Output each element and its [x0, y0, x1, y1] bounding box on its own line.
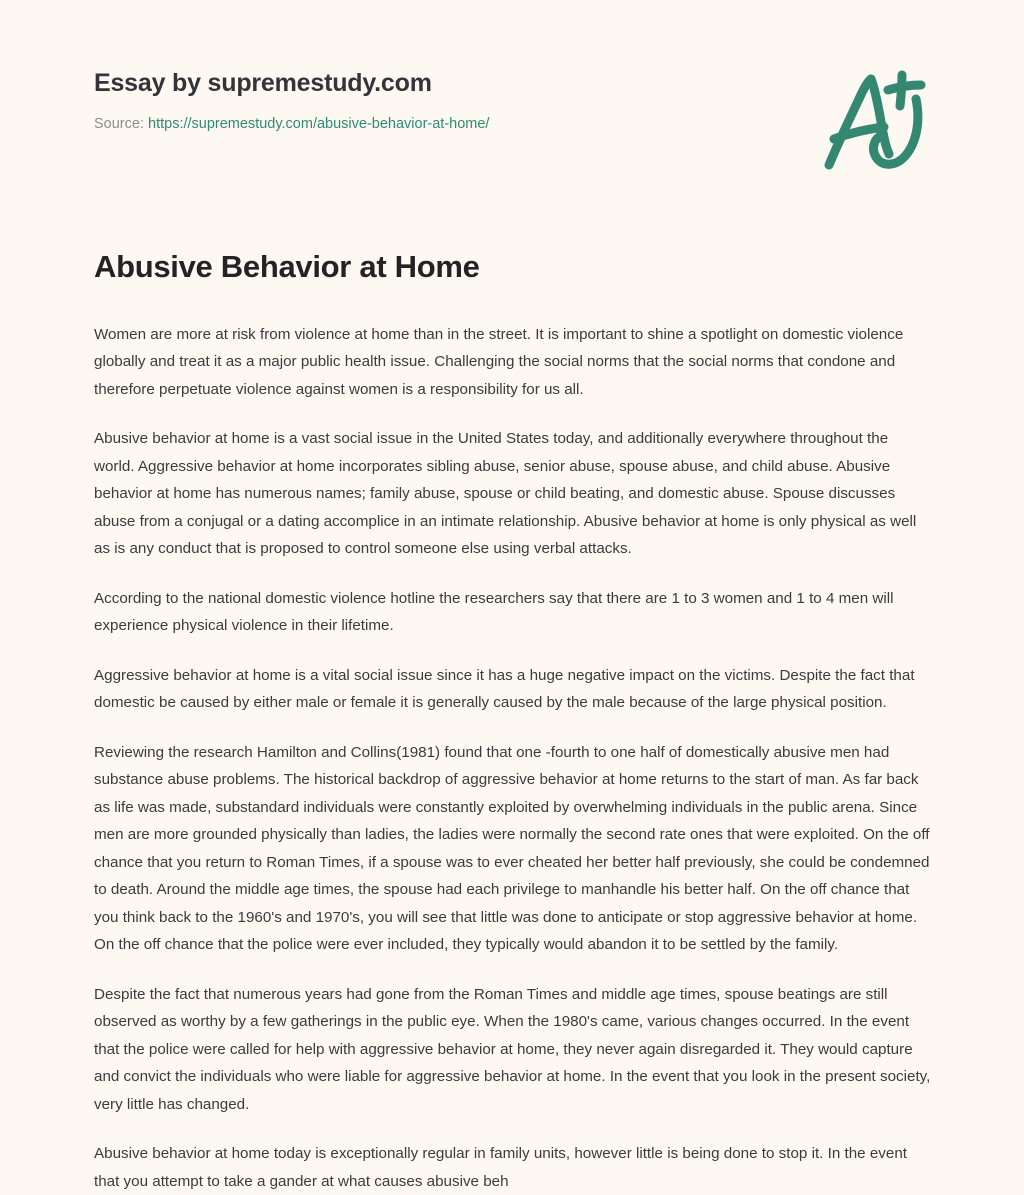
source-label: Source: [94, 116, 144, 132]
brand-title: Essay by supremestudy.com [94, 69, 432, 97]
paragraph: Abusive behavior at home today is exceptionally regular in family units, however little is being done to stop it. In the event that you attempt to take a gander at what causes abusive beh [94, 1145, 907, 1190]
article [94, 248, 932, 1195]
page-header [0, 0, 1024, 200]
page-title: Abusive Behavior at Home [94, 249, 480, 284]
paragraph: Abusive behavior at home is a vast social issue in the United States today, and additionally everywhere throughout the world. Aggressive behavior at home incorporates sibling abuse, senior abuse, spouse abuse, and child abuse. Abusive behavior at home has numerous names; family abuse, spouse or child beating, and domestic abuse. Spouse discusses abuse from a conjugal or a dating accomplice in an intimate relationship. Abusive behavior at home is only physical as well as is any conduct that is proposed to control someone else using verbal attacks. [94, 430, 917, 558]
source-line [94, 115, 794, 134]
paragraph: Women are more at risk from violence at home than in the street. It is important to shine a spotlight on domestic violence globally and treat it as a major public health issue. Challenging the social norms that the social norms that condone and therefore perpetuate violence against women is a responsibility for us all. [94, 325, 904, 398]
a-plus-logo[interactable] [812, 62, 934, 180]
article-body [94, 321, 932, 1195]
brand-block [94, 68, 794, 134]
paragraph: Aggressive behavior at home is a vital social issue since it has a huge negative impact on the victims. Despite the fact that domestic be caused by either male or female it is generally caused by the male because of the large physical position. [94, 666, 915, 712]
paragraph: According to the national domestic violence hotline the researchers say that there are 1 to 3 women and 1 to 4 men will experience physical violence in their lifetime. [94, 589, 894, 635]
a-plus-logo-icon [812, 62, 934, 180]
source-url-link[interactable]: https://supremestudy.com/abusive-behavior-at-home/ [148, 116, 490, 132]
paragraph: Reviewing the research Hamilton and Collins(1981) found that one -fourth to one half of domestically abusive men had substance abuse problems. The historical backdrop of aggressive behavior at home returns to the start of man. As far back as life was made, substandard individuals were constantly exploited by overwhelming individuals in the public arena. Since men are more grounded physically than ladies, the ladies were normally the second rate ones that were exploited. On the off chance that you return to Roman Times, if a spouse was to ever cheated her better half previously, she could be condemned to death. Around the middle age times, the spouse had each privilege to manhandle his better half. On the off chance that you think back to the 1960's and 1970's, you will see that little was done to anticipate or stop aggressive behavior at home. On the off chance that the police were ever included, they typically would abandon it to be settled by the family. [94, 743, 930, 954]
paragraph: Despite the fact that numerous years had gone from the Roman Times and middle age times, spouse beatings are still observed as worthy by a few gatherings in the public eye. When the 1980's came, various changes occurred. In the event that the police were called for help with aggressive behavior at home, they never again disregarded it. They would capture and convict the individuals who were liable for aggressive behavior at home. In the event that you look in the present society, very little has changed. [94, 985, 931, 1113]
